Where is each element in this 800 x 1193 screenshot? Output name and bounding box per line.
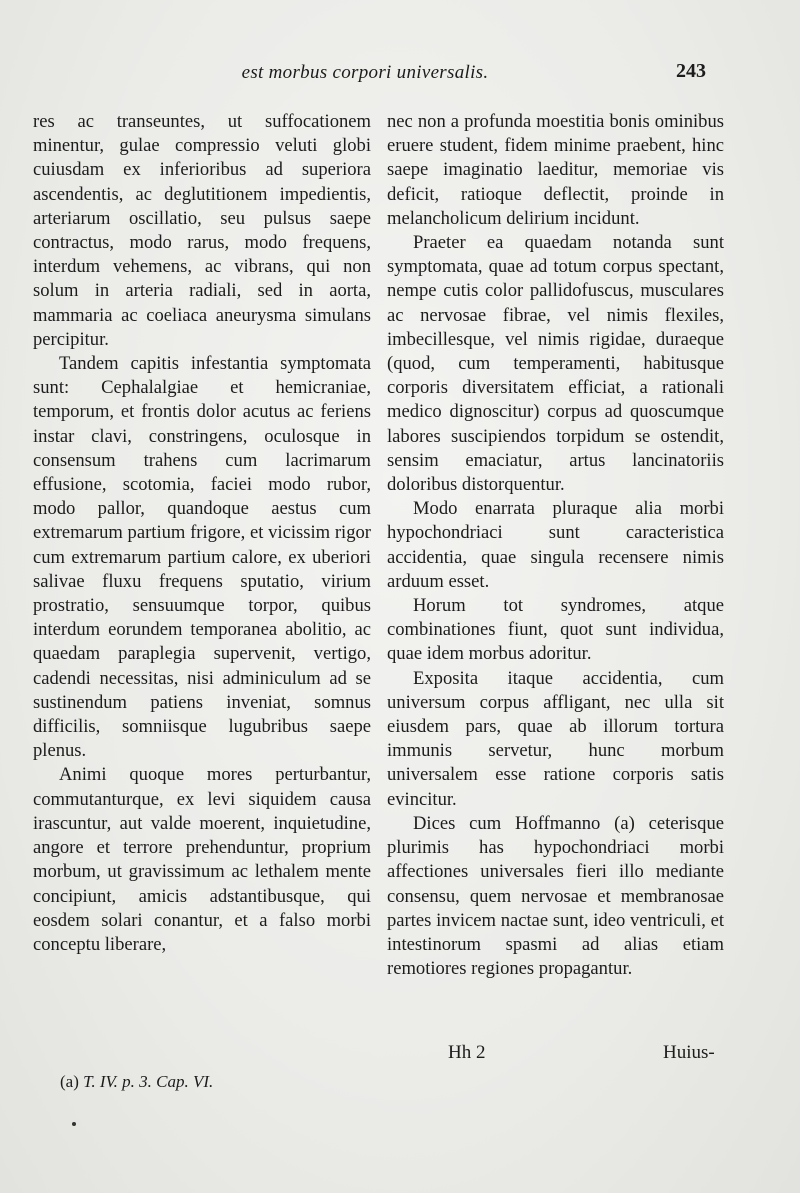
right-column [387,110,724,981]
catchword: Huius- [663,1042,715,1063]
right-paragraph-1: nec non a profunda moestitia bonis ominibus eruere student, fidem minime praebent, hinc saepe imaginatio laeditur, memoriae vis deficit, ratioque deflectit, proinde in melancholicum delirium incidunt. [387,111,724,229]
footnote [60,1072,213,1092]
right-paragraph-3: Modo enarrata pluraque alia morbi hypochondriaci sunt caracteristica accidentia, quae singula recensere nimis arduum esset. [387,498,724,592]
running-head: est morbus corpori universalis. [241,62,489,83]
left-paragraph-2: Tandem capitis infestantia symptomata sunt: Cephalalgiae et hemicraniae, temporum, et frontis dolor acutus ac feriens instar clavi, constringens, oculosque in consensum trahens cum lacrimarum effusione, scotomia, faciei modo rubor, modo pallor, quandoque aestus cum extremarum partium frigore, et vicissim rigor cum extremarum partium calore, ex uberiori salivae fluxu frequens sputatio, virium prostratio, sensuumque torpor, quibus interdum eorundem temporanea abolitio, ac quaedam paraplegia supervenit, vertigo, cadendi necessitas, nisi adminiculum ad se sustinendum patiens inveniat, somnus difficilis, somniisque lugubribus saepe plenus. [33,353,371,762]
left-column [33,110,371,957]
right-paragraph-6: Dices cum Hoffmanno (a) ceterisque plurimis has hypochondriaci morbi affectiones universales fieri illo mediante consensu, quem nervosae et membranosae partes invicem nactae sunt, ideo ventriculi, et intestinorum spasmi ad alias etiam remotiores regiones propagantur. [387,812,724,980]
footnote-mark: (a) [60,1072,79,1091]
left-paragraph-1: res ac transeuntes, ut suffocationem minentur, gulae compressio veluti globi cuiusdam ex inferioribus ad superiora ascendentis, ac deglutitionem impedientis, arteriarum oscillatio, seu pulsus saepe contractus, modo rarus, modo frequens, interdum vehemens, ac vibrans, qui non solum in arteria radiali, sed in aorta, mammaria ac coeliaca aneurysma simulans percipitur. [33,111,371,350]
left-paragraph-3: Animi quoque mores perturbantur, commutanturque, ex levi siquidem causa irascuntur, aut valde moerent, inquietudine, angore et terrore prehenduntur, proprium morbum, ut gravissimum ac lethalem mente concipiunt, amicis adstantibusque, qui eosdem solari conantur, et a falso morbi conceptu liberare, [33,764,371,955]
right-paragraph-2: Praeter ea quaedam notanda sunt symptomata, quae ad totum corpus spectant, nempe cutis color pallidofuscus, musculares ac nervosae fibrae, vel nimis flexiles, imbecillesque, vel nimis rigidae, duraeque (quod, cum temperamenti, habitusque corporis diversitatem efficiat, a rationali medico dignoscitur) corpus ad quoscumque labores suscipiendos torpidum se ostendit, sensim emaciatur, artus lancinatoriis doloribus distorquentur. [387,232,724,496]
right-paragraph-5: Exposita itaque accidentia, cum universum corpus affligant, nec ulla sit eiusdem pars, quae ab illorum tortura immunis servetur, hunc morbum universalem esse ratione corporis satis evincitur. [387,667,724,810]
page-number: 243 [676,60,706,82]
right-paragraph-4: Horum tot syndromes, atque combinationes fiunt, quot sunt individua, quae idem morbus adoritur. [387,595,724,665]
ink-speck [72,1122,76,1126]
signature-mark: Hh 2 [448,1042,486,1063]
footnote-text: T. IV. p. 3. Cap. VI. [83,1072,214,1091]
